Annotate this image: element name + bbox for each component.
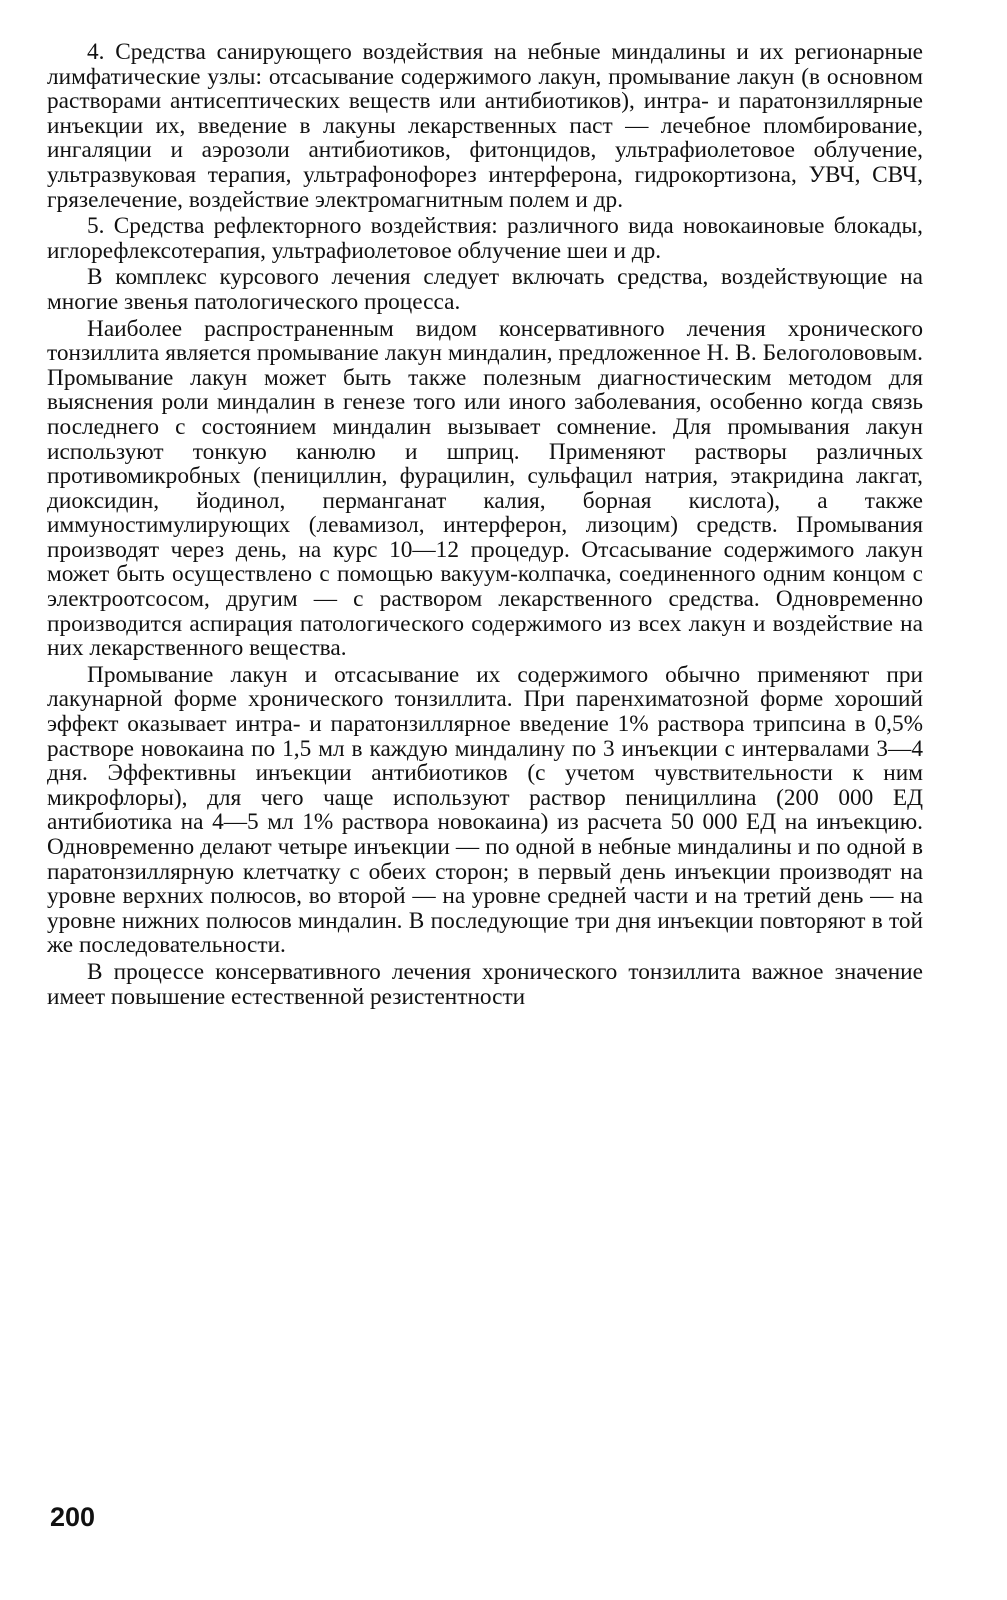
paragraph-reflex-means: 5. Средства рефлекторного воздействия: различного вида новокаиновые блокады, иглорефлексотерапия, ультрафиолетовое облучение шеи и др. — [47, 213, 923, 264]
paragraph-lacuna-washing: Наиболее распространенным видом консервативного лечения хронического тонзиллита является промывание лакун миндалин, предложенное Н. В. Белоголововым. Промывание лакун может быть также полезным диагностическим методом для выяснения роли миндалин в генезе того или иного заболевания, особенно когда связь последнего с состоянием миндалин вызывает сомнение. Для промывания лакун используют тонкую канюлю и шприц. Применяют растворы различных противомикробных (пенициллин, фурацилин, сульфацил натрия, этакридина лакгат, диоксидин, йодинол, перманганат калия, борная кислота), а также иммуностимулирующих (левамизол, интерферон, лизоцим) средств. Промывания производят через день, на курс 10—12 процедур. Отсасывание содержимого лакун может быть осуществлено с помощью вакуум-колпачка, соединенного одним концом с электроотсосом, другим — с раствором лекарственного средства. Одновременно производится аспирация патологического содержимого из всех лакун и воздействие на них лекарственного вещества. — [47, 315, 923, 662]
paragraph-resistance: В процессе консервативного лечения хронического тонзиллита важное значение имеет повышение естественной резистентности — [47, 958, 923, 1010]
paragraph-injections: Промывание лакун и отсасывание их содержимого обычно применяют при лакунарной форме хронического тонзиллита. При паренхиматозной форме хороший эффект оказывает интра- и паратонзиллярное введение 1% раствора трипсина в 0,5% растворе новокаина по 1,5 мл в каждую миндалину по 3 инъекции с интервалами 3—4 дня. Эффективны инъекции антибиотиков (с учетом чувствительности к ним микрофлоры), для чего чаще используют раствор пенициллина (200 000 ЕД антибиотика на 4—5 мл 1% раствора новокаина) из расчета 50 000 ЕД на инъекцию. Одновременно делают четыре инъекции — по одной в небные миндалины и по одной в паратонзиллярную клетчатку с обеих сторон; в первый день инъекции производят на уровне верхних полюсов, во второй — на уровне средней части и на третий день — на уровне нижних полюсов миндалин. В последующие три дня инъекции повторяют в той же последовательности. — [47, 661, 923, 959]
page-text-body — [47, 40, 923, 1011]
paragraph-course-complex: В комплекс курсового лечения следует включать средства, воздействующие на многие звенья патологического процесса. — [47, 264, 923, 315]
paragraph-sanitizing-means: 4. Средства санирующего воздействия на небные миндалины и их регионарные лимфатические узлы: отсасывание содержимого лакун, промывание лакун (в основном растворами антисептических веществ или антибиотиков), интра- и паратонзиллярные инъекции их, введение в лакуны лекарственных паст — лечебное пломбирование, ингаляции и аэрозоли антибиотиков, фитонцидов, ультрафиолетовое облучение, ультразвуковая терапия, ультрафонофорез интерферона, гидрокортизона, УВЧ, СВЧ, грязелечение, воздействие электромагнитным полем и др. — [47, 39, 923, 213]
page-number: 200 — [50, 1502, 96, 1532]
